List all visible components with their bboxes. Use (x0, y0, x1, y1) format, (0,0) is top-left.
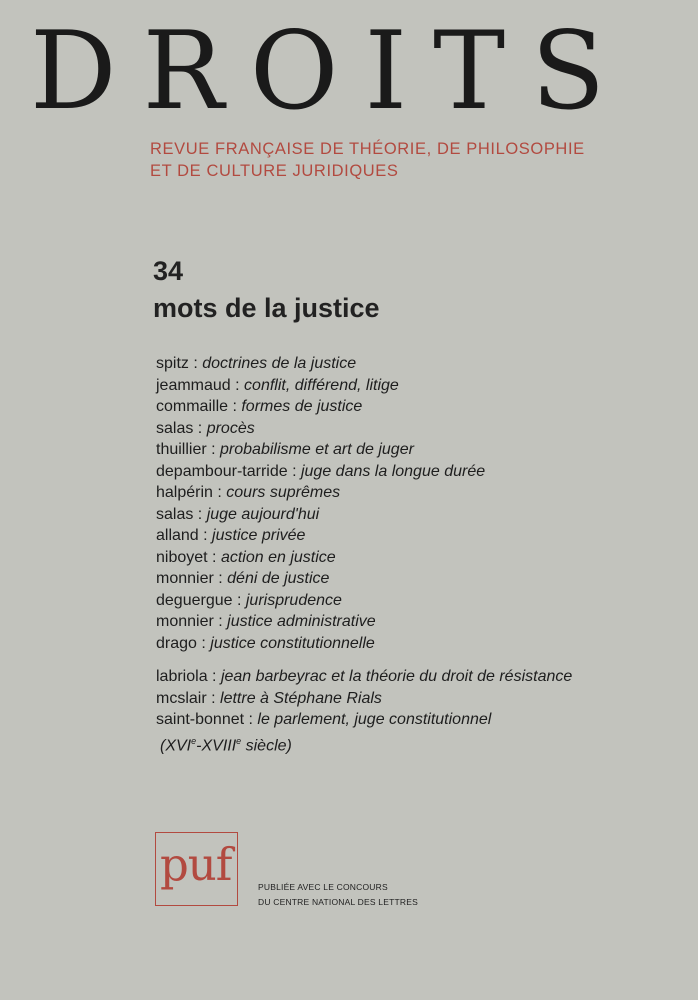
toc-separator: : (244, 711, 258, 728)
toc-author: commaille (156, 398, 229, 415)
subtitle-line-2: ET DE CULTURE JURIDIQUES (150, 162, 399, 180)
toc-title: formes de justice (241, 398, 363, 415)
century-mid: -XVIII (196, 736, 237, 754)
publisher-note-line-2: DU CENTRE NATIONAL DES LETTRES (258, 897, 418, 907)
toc-author: alland (156, 527, 199, 544)
toc-separator: : (232, 591, 246, 609)
toc-author: spitz (156, 355, 189, 372)
toc-entry (156, 611, 676, 633)
toc-entry (156, 504, 676, 526)
toc-title: justice privée (212, 527, 306, 544)
toc-group-varia (156, 666, 676, 731)
toc-separator: : (213, 570, 228, 587)
toc-entry (156, 482, 676, 504)
toc-author: deguergue (156, 591, 233, 609)
toc-author: halpérin (156, 484, 213, 501)
toc-entry (156, 461, 676, 483)
toc-title: conflit, différend, litige (244, 376, 399, 394)
toc-separator: : (198, 527, 213, 544)
toc-separator: : (193, 419, 207, 437)
toc-entry (156, 439, 676, 461)
toc-entry (156, 633, 676, 655)
toc-author: depambour-tarride (156, 462, 288, 480)
issue-theme: mots de la justice (153, 293, 380, 323)
subtitle-line-1: REVUE FRANÇAISE DE THÉORIE, DE PHILOSOPHIE (150, 140, 585, 158)
century-sup-2: e (236, 735, 242, 746)
toc-entry (156, 709, 676, 731)
toc-separator: : (188, 355, 203, 372)
toc-entry (156, 590, 676, 612)
toc-title: cours suprêmes (226, 484, 341, 501)
toc-author: monnier (156, 570, 214, 587)
toc-separator: : (213, 613, 228, 630)
toc-entry (156, 396, 676, 418)
toc-separator: : (206, 441, 221, 458)
toc-author: monnier (156, 613, 214, 630)
puf-logo-text: puf (160, 838, 232, 891)
toc-entry (156, 375, 676, 397)
toc-separator: : (228, 398, 242, 415)
journal-title: DROITS (30, 9, 632, 134)
toc-title: le parlement, juge constitutionnel (257, 711, 492, 728)
toc-separator: : (206, 689, 221, 707)
toc-separator: : (212, 484, 227, 501)
toc-author: niboyet (156, 548, 208, 566)
toc-entry (156, 525, 676, 547)
toc-title: justice constitutionnelle (210, 634, 375, 652)
toc-author: drago (156, 634, 197, 652)
publisher-note (258, 880, 418, 910)
toc-title: probabilisme et art de juger (220, 441, 414, 458)
toc-title: procès (206, 419, 255, 437)
toc-separator: : (196, 634, 211, 652)
toc-title: juge aujourd'hui (206, 505, 320, 523)
toc-entry (156, 547, 676, 569)
toc-title: doctrines de la justice (202, 355, 357, 372)
toc-title: juge dans la longue durée (300, 462, 486, 480)
toc-entry (156, 568, 676, 590)
toc-author: labriola (156, 668, 208, 685)
toc-title: déni de justice (227, 570, 330, 587)
toc-entry (156, 418, 676, 440)
toc-title: jean barbeyrac et la théorie du droit de résistance (220, 668, 573, 685)
toc-entry-continuation (156, 731, 676, 757)
toc-title: justice administrative (227, 613, 376, 630)
toc-author: mcslair (156, 689, 207, 707)
toc-author: jeammaud (156, 376, 231, 394)
century-close: siècle) (241, 736, 292, 754)
toc-title: jurisprudence (245, 591, 342, 609)
publisher-note-line-1: PUBLIÉE AVEC LE CONCOURS (258, 882, 388, 892)
toc-title: lettre à Stéphane Rials (220, 689, 382, 707)
toc-separator: : (207, 548, 221, 566)
toc-author: thuillier (156, 441, 207, 458)
toc-group-main (156, 353, 676, 654)
toc-author: saint-bonnet (156, 711, 245, 728)
puf-logo (155, 832, 238, 906)
century-sup-1: e (191, 735, 197, 746)
toc-entry (156, 688, 676, 710)
table-of-contents (156, 353, 676, 756)
toc-separator: : (193, 505, 207, 523)
toc-title: action en justice (220, 548, 336, 566)
issue-number: 34 (153, 256, 184, 286)
century-open: (XVI (160, 736, 192, 754)
toc-separator: : (287, 462, 301, 480)
toc-author: salas (156, 505, 194, 523)
toc-separator: : (230, 376, 245, 394)
toc-separator: : (207, 668, 221, 685)
toc-author: salas (156, 419, 194, 437)
toc-entry (156, 666, 676, 688)
journal-subtitle (150, 138, 670, 182)
toc-entry (156, 353, 676, 375)
